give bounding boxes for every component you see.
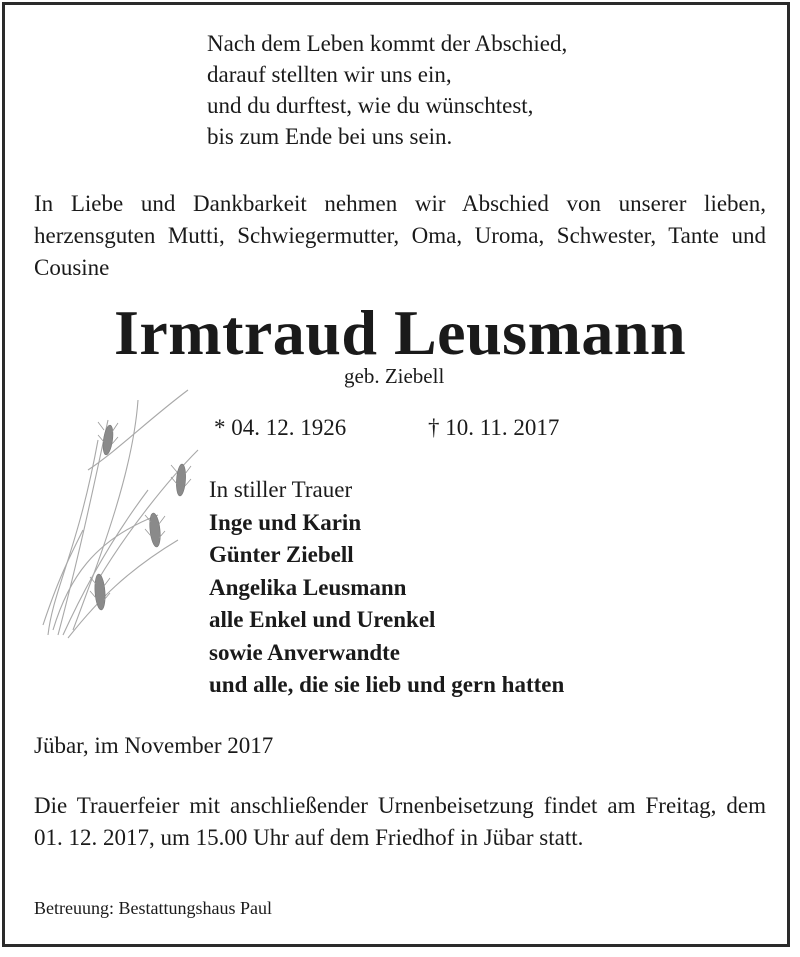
mourner-name: Inge und Karin <box>209 509 362 535</box>
mourners-block <box>209 474 564 702</box>
place-date: Jübar, im November 2017 <box>34 733 274 758</box>
maiden-name: geb. Ziebell <box>344 364 445 388</box>
funeral-home: Betreuung: Bestattungshaus Paul <box>34 898 272 918</box>
deceased-name: Irmtraud Leusmann <box>113 297 687 368</box>
mourner-name: Angelika Leusmann <box>209 574 407 600</box>
intro-text: In Liebe und Dankbarkeit nehmen wir Abschied von unserer lieben, herzensguten Mutti, Schwiegermutter, Oma, Uroma, Schwester, Tante und Cousine <box>34 191 766 280</box>
mourner-name: sowie Anverwandte <box>209 639 401 665</box>
mourner-name: Günter Ziebell <box>209 542 354 567</box>
poem-line: bis zum Ende bei uns sein. <box>207 124 453 149</box>
mourners-heading: In stiller Trauer <box>209 477 353 502</box>
death-date: † 10. 11. 2017 <box>428 415 560 440</box>
mourner-name: alle Enkel und Urenkel <box>209 607 436 632</box>
wheat-ears-icon <box>38 380 208 640</box>
birth-date: * 04. 12. 1926 <box>214 415 347 440</box>
poem-line: darauf stellten wir uns ein, <box>207 62 452 87</box>
mourner-name: und alle, die sie lieb und gern hatten <box>209 672 565 697</box>
poem-line: Nach dem Leben kommt der Abschied, <box>207 31 568 56</box>
poem-line: und du durftest, wie du wünschtest, <box>207 93 534 118</box>
service-info: Die Trauerfeier mit anschließender Urnenbeisetzung findet am Freitag, dem 01. 12. 2017, um 15.00 Uhr auf dem Friedhof in Jübar statt. <box>34 793 766 850</box>
poem <box>207 28 567 152</box>
